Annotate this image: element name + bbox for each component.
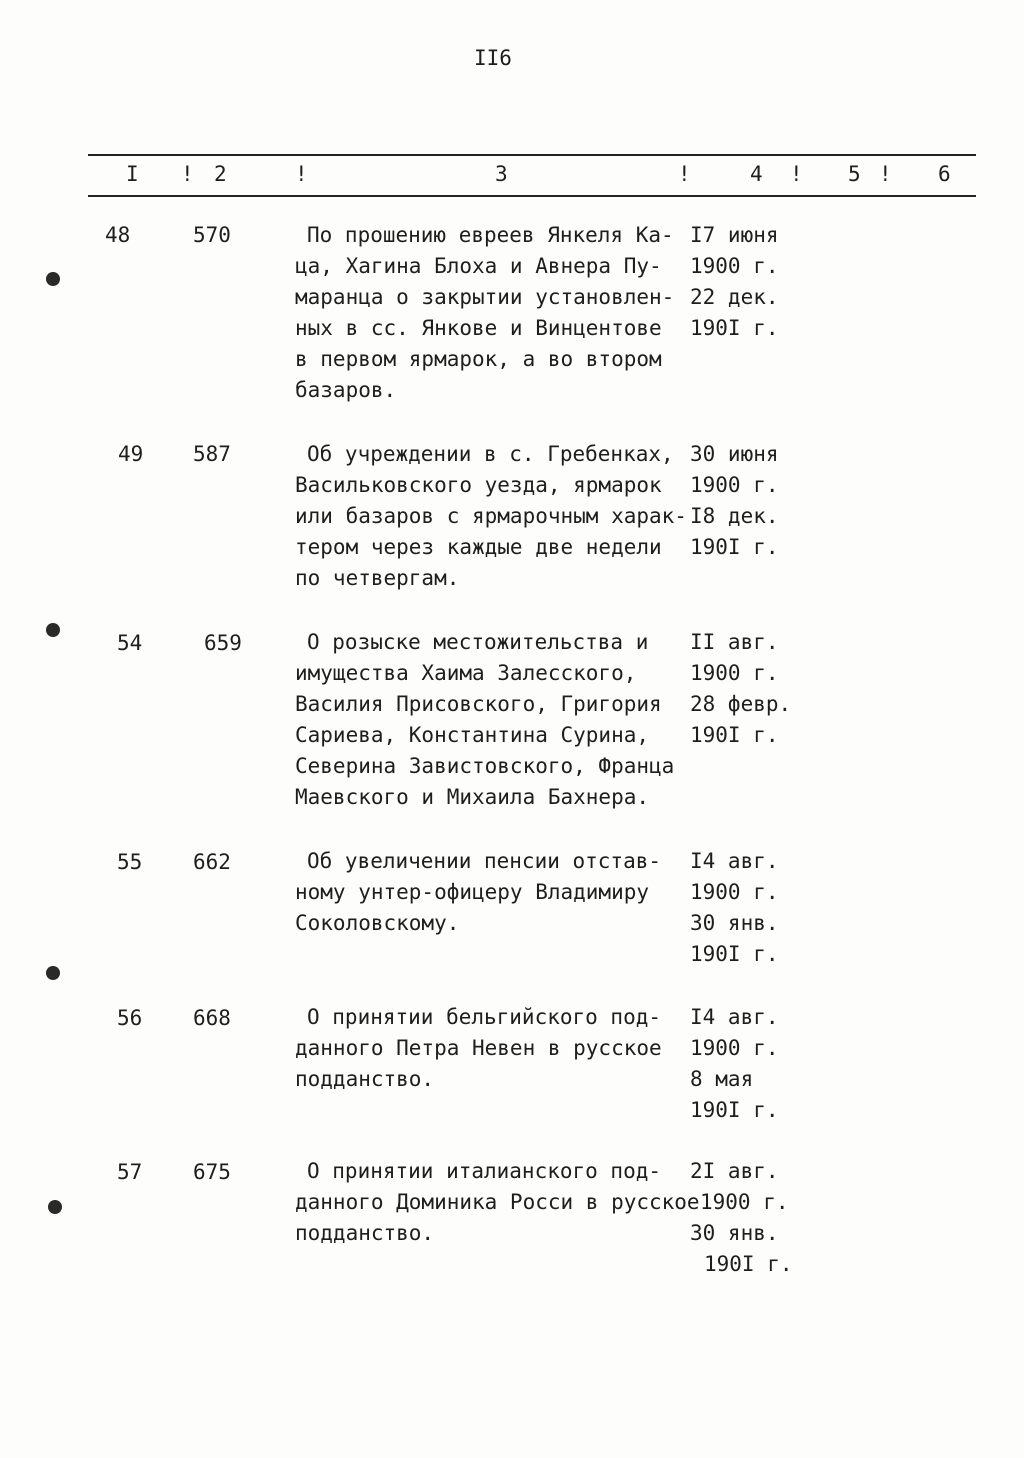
row-dates: 2I авг. 1900 г. 30 янв. 190I г. — [690, 1159, 793, 1276]
file-number: 570 — [193, 223, 231, 247]
row-number: 56 — [117, 1006, 143, 1030]
header-col2: 2 — [214, 162, 227, 186]
header-separator: ! — [295, 162, 308, 186]
row-description: О принятии бельгийского под- данного Петра Невен в русское подданство. — [295, 1005, 662, 1091]
file-number: 662 — [193, 850, 231, 874]
header-separator: ! — [678, 162, 691, 186]
page-number: II6 — [474, 46, 512, 70]
file-number: 675 — [193, 1160, 231, 1184]
file-number: 587 — [193, 442, 231, 466]
row-number: 54 — [117, 631, 143, 655]
header-bottom-rule — [88, 195, 976, 197]
header-col5: 5 — [848, 162, 861, 186]
row-dates: 30 июня 1900 г. I8 дек. 190I г. — [690, 442, 779, 559]
row-description: По прошению евреев Янкеля Ка- ца, Хагина Блоха и Авнера Пу- маранца о закрытии установлен- ных в сс. Янкове и Винцентове в первом ярмарок, а во втором базаров. — [295, 223, 675, 402]
punch-hole-mark — [46, 623, 60, 637]
header-col4: 4 — [750, 162, 763, 186]
row-number: 48 — [105, 223, 131, 247]
row-description: Об увеличении пенсии отстав- ному унтер-офицеру Владимиру Соколовскому. — [295, 849, 662, 935]
row-number: 49 — [118, 442, 144, 466]
header-col1: I — [126, 162, 139, 186]
header-top-rule — [88, 154, 976, 156]
header-separator: ! — [790, 162, 803, 186]
row-dates: I7 июня 1900 г. 22 дек. 190I г. — [690, 223, 779, 340]
header-col3: 3 — [495, 162, 508, 186]
row-dates: I4 авг. 1900 г. 30 янв. 190I г. — [690, 849, 779, 966]
row-description: Об учреждении в с. Гребенках, Васильковского уезда, ярмарок или базаров с ярмарочным харак- тером через каждые две недели по четвергам. — [295, 442, 687, 590]
row-description: О принятии италианского под- данного Доминика Росси в русское подданство. — [295, 1159, 700, 1245]
header-col6: 6 — [938, 162, 951, 186]
row-description: О розыске местожительства и имущества Хаима Залесского, Василия Присовского, Григория Сариева, Константина Сурина, Северина Завистовского, Франца Маевского и Михаила Бахнера. — [295, 630, 675, 809]
punch-hole-mark — [48, 1200, 62, 1214]
punch-hole-mark — [46, 966, 60, 980]
file-number: 668 — [193, 1006, 231, 1030]
row-dates: II авг. 1900 г. 28 февр. 190I г. — [690, 630, 792, 747]
row-dates: I4 авг. 1900 г. 8 мая 190I г. — [690, 1005, 779, 1122]
row-number: 57 — [117, 1160, 143, 1184]
punch-hole-mark — [46, 272, 60, 286]
file-number: 659 — [204, 631, 242, 655]
header-separator: ! — [181, 162, 194, 186]
row-number: 55 — [117, 850, 143, 874]
header-separator: ! — [879, 162, 892, 186]
